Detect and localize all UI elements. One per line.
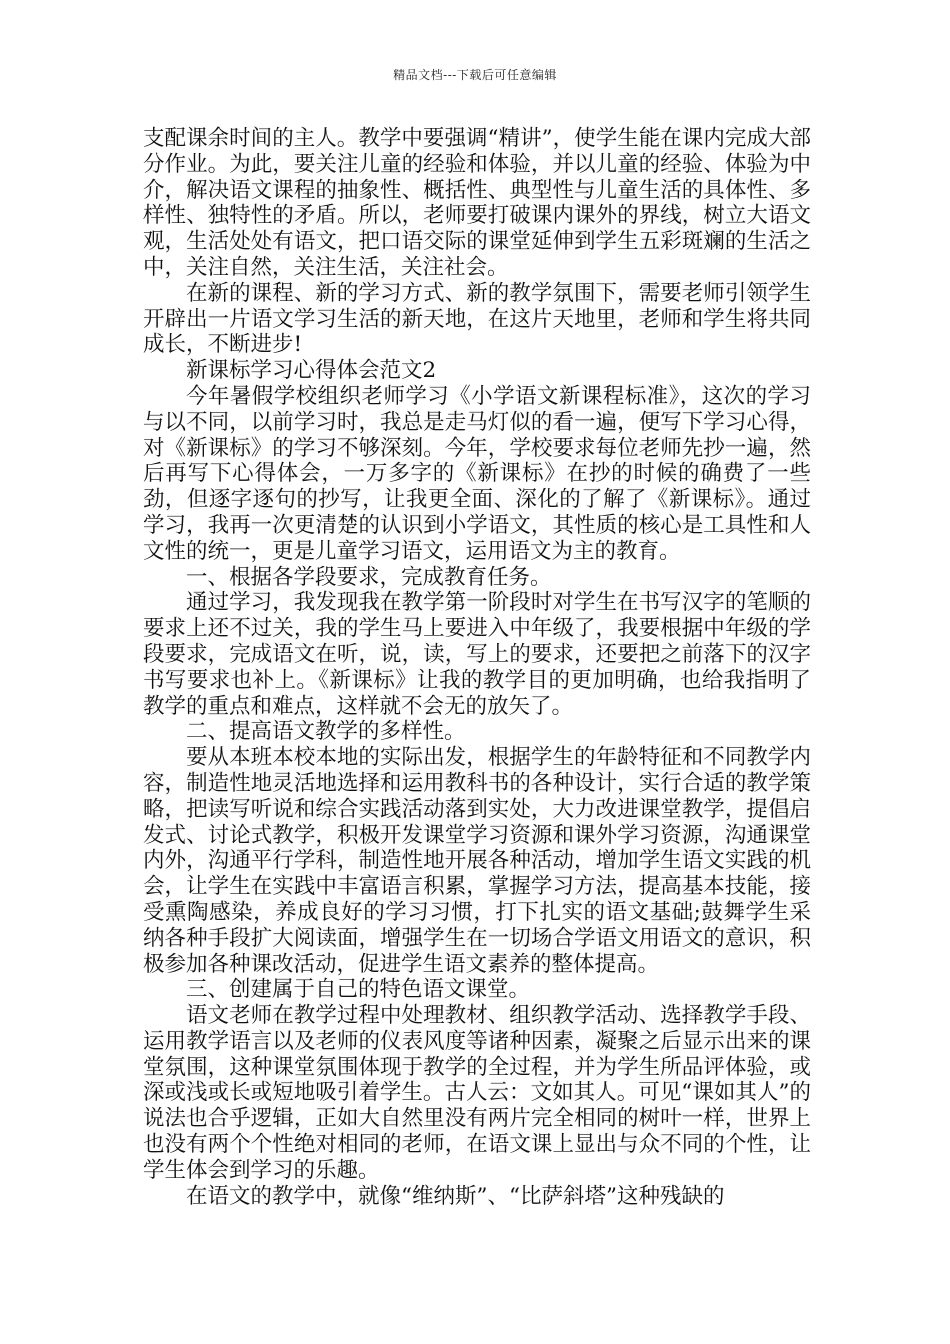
page-header: 精品文档---下载后可任意编辑 [393, 68, 557, 82]
paragraph: 今年暑假学校组织老师学习《小学语文新课程标准》，这次的学习与以不同，以前学习时，我总是走马灯似的看一遍，便写下学习心得，对《新课标》的学习不够深刻。今年，学校要求每位老师先抄一遍，然后再写下心得体会，一万多字的《新课标》在抄的时候的确费了一些劲，但逐字逐句的抄写，让我更全面、深化的了解了《新课标》。通过学习，我再一次更清楚的认识到小学语文，其性质的核心是工具性和人文性的统一，更是儿童学习语文，运用语文为主的教育。 [143, 383, 811, 564]
document-body [143, 126, 811, 1209]
paragraph: 在语文的教学中，就像“维纳斯”、“比萨斜塔”这种残缺的 [186, 1183, 725, 1209]
paragraph: 在新的课程、新的学习方式、新的教学氛围下，需要老师引领学生开辟出一片语文学习生活的新天地，在这片天地里，老师和学生将共同成长，不断进步! [143, 280, 811, 358]
paragraph: 一、根据各学段要求，完成教育任务。 [186, 564, 552, 590]
paragraph: 支配课余时间的主人。教学中要强调“精讲”，使学生能在课内完成大部分作业。为此，要关注儿童的经验和体验，并以儿童的经验、体验为中介，解决语文课程的抽象性、概括性、典型性与儿童生活的具体性、多样性、独特性的矛盾。所以，老师要打破课内课外的界线，树立大语文观，生活处处有语文，把口语交际的课堂延伸到学生五彩斑斓的生活之中，关注自然，关注生活，关注社会。 [143, 126, 811, 280]
paragraph: 通过学习，我发现我在教学第一阶段时对学生在书写汉字的笔顺的要求上还不过关，我的学生马上要进入中年级了，我要根据中年级的学段要求，完成语文在听，说，读，写上的要求，还要把之前落下的汉字书写要求也补上。《新课标》让我的教学目的更加明确，也给我指明了教学的重点和难点，这样就不会无的放矢了。 [143, 590, 811, 719]
paragraph: 新课标学习心得体会范文2 [186, 358, 437, 384]
paragraph: 语文老师在教学过程中处理教材、组织教学活动、选择教学手段、运用教学语言以及老师的仪表风度等诸种因素，凝聚之后显示出来的课堂氛围，这种课堂氛围体现于教学的全过程，并为学生所品评体验，或深或浅或长或短地吸引着学生。古人云：文如其人。可见“课如其人”的说法也合乎逻辑，正如大自然里没有两片完全相同的树叶一样，世界上也没有两个个性绝对相同的老师，在语文课上显出与众不同的个性，让学生体会到学习的乐趣。 [143, 1003, 811, 1183]
paragraph: 三、创建属于自己的特色语文课堂。 [186, 977, 531, 1003]
paragraph: 要从本班本校本地的实际出发，根据学生的年龄特征和不同教学内容，制造性地灵活地选择和运用教科书的各种设计，实行合适的教学策略，把读写听说和综合实践活动落到实处，大力改进课堂教学，提倡启发式、讨论式教学，积极开发课堂学习资源和课外学习资源，沟通课堂内外，沟通平行学科，制造性地开展各种活动，增加学生语文实践的机会，让学生在实践中丰富语言积累，掌握学习方法，提高基本技能，接受熏陶感染，养成良好的学习习惯，打下扎实的语文基础;鼓舞学生采纳各种手段扩大阅读面，增强学生在一切场合学语文用语文的意识，积极参加各种课改活动，促进学生语文素养的整体提高。 [143, 745, 811, 977]
paragraph: 二、提高语文教学的多样性。 [186, 719, 466, 745]
